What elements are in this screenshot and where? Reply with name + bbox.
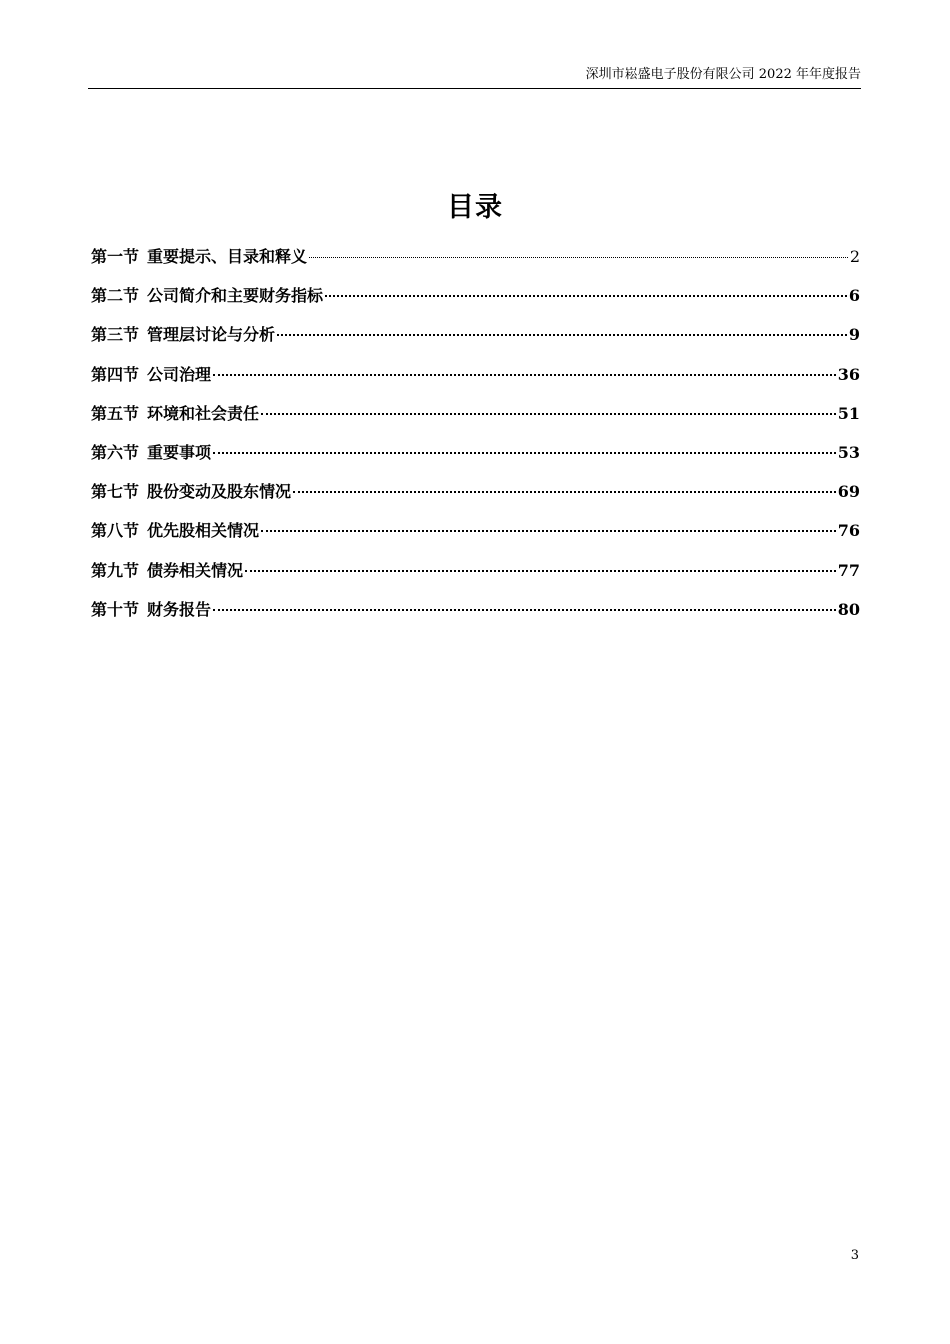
toc-section-number: 第八节: [91, 521, 140, 541]
toc-heading: 财务报告: [147, 599, 212, 619]
toc-entry[interactable]: [91, 402, 860, 441]
toc-section-number: 第二节: [91, 286, 140, 306]
toc-section-number: 第一节: [91, 247, 140, 266]
toc-entry[interactable]: [91, 519, 860, 558]
toc-page-number: 2: [849, 247, 860, 266]
toc-heading: 公司治理: [147, 364, 212, 384]
toc-entry[interactable]: [91, 323, 860, 362]
toc-dot-leader: [261, 413, 836, 415]
toc-entry[interactable]: [91, 284, 860, 323]
toc-section-number: 第六节: [91, 442, 140, 462]
toc-page-number: 53: [837, 442, 860, 462]
toc-entry[interactable]: [91, 480, 860, 519]
toc-heading: 重要提示、目录和释义: [147, 247, 308, 266]
toc-dot-leader: [261, 530, 836, 532]
toc-entry[interactable]: [91, 363, 860, 402]
page-number: 3: [850, 1248, 859, 1263]
toc-entry[interactable]: [91, 245, 860, 284]
table-of-contents: [91, 245, 860, 637]
toc-section-number: 第三节: [91, 325, 140, 345]
toc-heading: 公司简介和主要财务指标: [147, 286, 324, 306]
toc-dot-leader: [277, 334, 847, 336]
toc-heading: 优先股相关情况: [147, 521, 260, 541]
toc-page-number: 51: [837, 403, 860, 423]
toc-heading: 重要事项: [147, 442, 212, 462]
toc-dot-leader: [213, 374, 836, 376]
toc-heading: 管理层讨论与分析: [147, 325, 276, 345]
toc-heading: 债券相关情况: [147, 560, 244, 580]
toc-section-number: 第十节: [91, 599, 140, 619]
toc-page-number: 36: [837, 364, 860, 384]
toc-dot-leader: [213, 452, 836, 454]
toc-page-number: 80: [837, 599, 860, 619]
page-header: [88, 66, 861, 89]
toc-page-number: 76: [837, 521, 860, 541]
toc-heading: 股份变动及股东情况: [147, 482, 292, 502]
toc-section-number: 第五节: [91, 403, 140, 423]
report-header-title: 深圳市崧盛电子股份有限公司 2022 年年度报告: [585, 67, 861, 82]
toc-title: 目录: [447, 192, 503, 223]
toc-dot-leader: [309, 257, 848, 258]
toc-page-number: 6: [848, 286, 860, 306]
toc-entry[interactable]: [91, 441, 860, 480]
toc-page-number: 77: [837, 560, 860, 580]
toc-page-number: 9: [848, 325, 860, 345]
toc-dot-leader: [293, 491, 836, 493]
toc-dot-leader: [213, 609, 836, 611]
toc-entry[interactable]: [91, 559, 860, 598]
toc-section-number: 第四节: [91, 364, 140, 384]
toc-dot-leader: [325, 295, 847, 297]
toc-section-number: 第七节: [91, 482, 140, 502]
toc-heading: 环境和社会责任: [147, 403, 260, 423]
toc-page-number: 69: [837, 482, 860, 502]
toc-dot-leader: [245, 570, 836, 572]
toc-section-number: 第九节: [91, 560, 140, 580]
toc-entry[interactable]: [91, 598, 860, 637]
